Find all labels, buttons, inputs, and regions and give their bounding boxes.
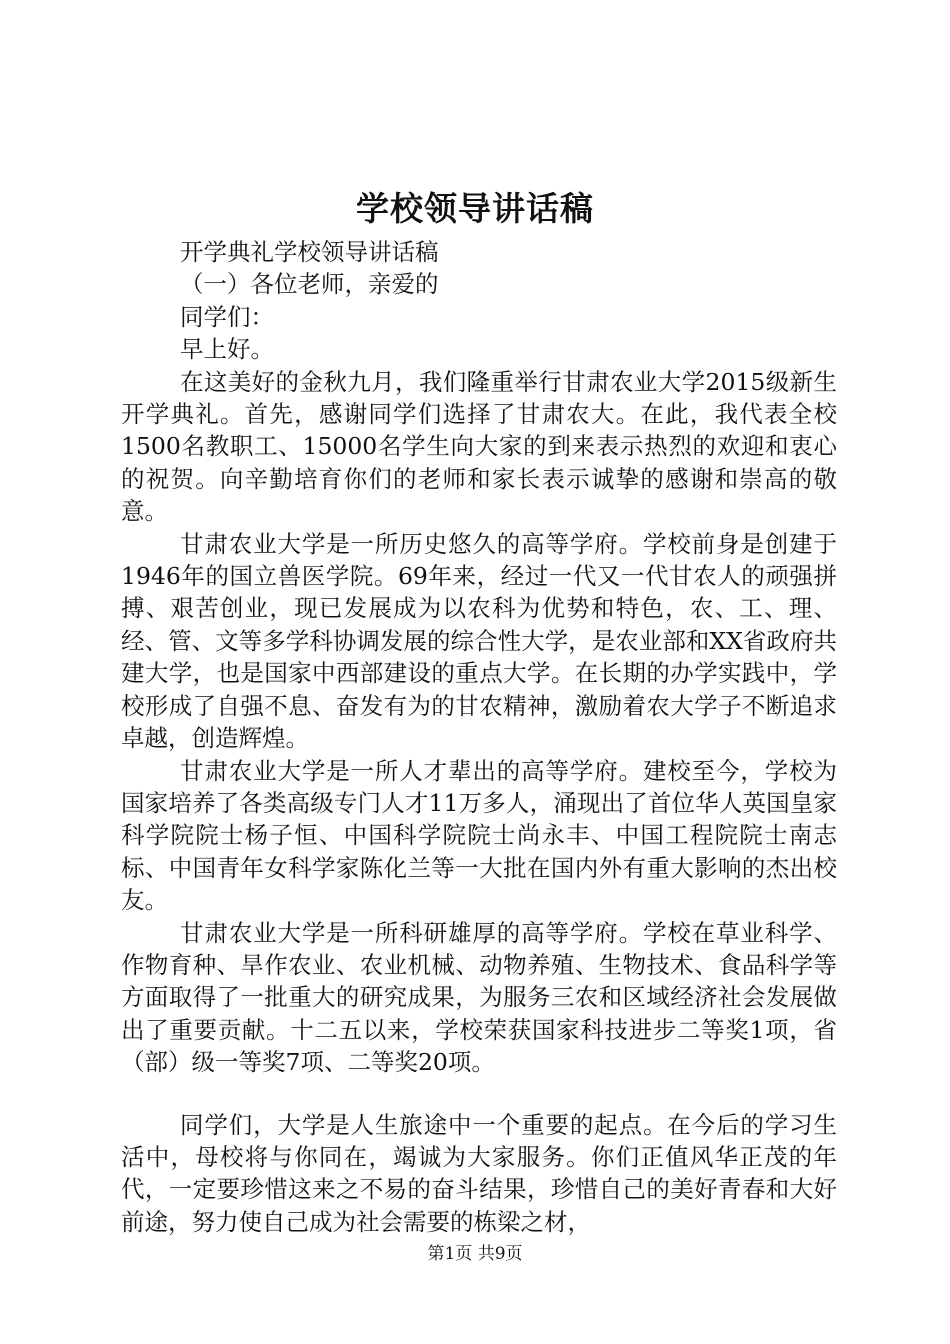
document-title: 学校领导讲话稿	[356, 189, 594, 228]
salutation-line: （一）各位老师，亲爱的	[180, 270, 439, 299]
paragraph-spacer	[121, 1079, 837, 1109]
paragraph-history: 甘肃农业大学是一所历史悠久的高等学府。学校前身是创建于1946年的国立兽医学院。69年来，经过一代又一代甘农人的顽强拼搏、艰苦创业，现已发展成为以农科为优势和特色，农、工、理、经、管、文等多学科协调发展的综合性大学，是农业部和XX省政府共建大学，也是国家中西部建设的重点大学。在长期的办学实践中，学校形成了自强不息、奋发有为的甘农精神，激励着农大学子不断追求卓越，创造辉煌。	[121, 529, 837, 753]
page-number: 第1页 共9页	[427, 1244, 523, 1264]
paragraph-research: 甘肃农业大学是一所科研雄厚的高等学府。学校在草业科学、作物育种、旱作农业、农业机械、动物养殖、生物技术、食品科学等方面取得了一批重大的研究成果，为服务三农和区域经济社会发展做出了重要贡献。十二五以来，学校荣获国家科技进步二等奖1项，省（部）级一等奖7项、二等奖20项。	[121, 918, 837, 1077]
document-body	[121, 236, 837, 1238]
subtitle-line: 开学典礼学校领导讲话稿	[180, 238, 439, 266]
salutation-line-continued: 同学们：	[180, 302, 274, 331]
paragraph-welcome: 在这美好的金秋九月，我们隆重举行甘肃农业大学2015级新生开学典礼。首先，感谢同学们选择了甘肃农大。在此，我代表全校1500名教职工、15000名学生向大家的到来表示热烈的欢迎和衷心的祝贺。向辛勤培育你们的老师和家长表示诚挚的感谢和崇高的敬意。	[121, 367, 837, 526]
paragraph-students: 同学们，大学是人生旅途中一个重要的起点。在今后的学习生活中，母校将与你同在，竭诚为大家服务。你们正值风华正茂的年代，一定要珍惜这来之不易的奋斗结果，珍惜自己的美好青春和大好前途，努力使自己成为社会需要的栋梁之材，	[121, 1110, 837, 1236]
greeting-line: 早上好。	[180, 335, 274, 364]
paragraph-talent: 甘肃农业大学是一所人才辈出的高等学府。建校至今，学校为国家培养了各类高级专门人才11万多人，涌现出了首位华人英国皇家科学院院士杨子恒、中国科学院院士尚永丰、中国工程院院士南志标、中国青年女科学家陈化兰等一大批在国内外有重大影响的杰出校友。	[121, 756, 837, 915]
